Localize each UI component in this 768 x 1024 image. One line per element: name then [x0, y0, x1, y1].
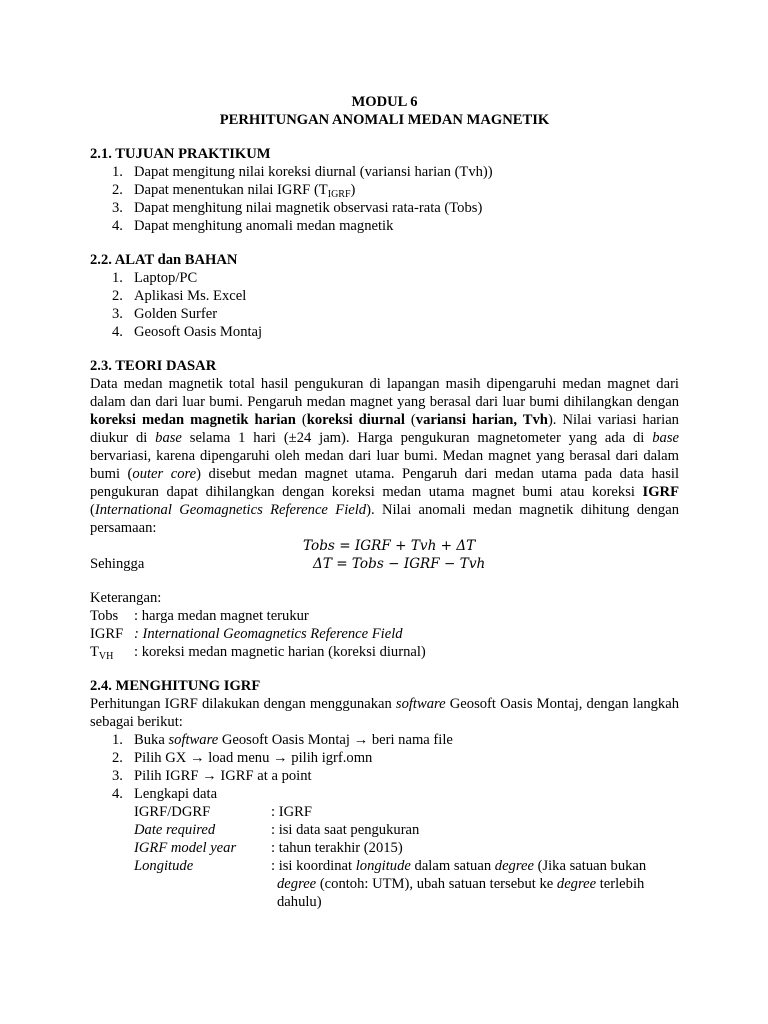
equation-tobs: Tobs = IGRF + Tvh + ΔT	[303, 538, 476, 554]
alat-list	[90, 269, 679, 341]
list-item: 4. Lengkapi data	[112, 786, 218, 802]
teori-paragraph: Data medan magnetik total hasil pengukuran di lapangan masih dipengaruhi medan magnet dari dalam dan dari luar bumi. Pengaruh medan magnet yang berasal dari luar bumi dihilangkan dengan koreksi medan magnetik harian (koreksi diurnal (variansi harian, Tvh). Nilai variasi harian diukur di base selama 1 hari (±24 jam). Harga pengukuran magnetometer yang ada di base bervariasi, karena dipengaruhi oleh medan dari luar bumi. Medan magnet yang berasal dari dalam bumi (outer core) disebut medan magnet utama. Pengaruh dari medan utama pada data hasil pengukuran dapat dihilangkan dengan koreksi medan utama magnet bumi atau koreksi IGRF (International Geomagnetics Reference Field). Nilai anomali medan magnetik dihitung dengan persamaan:	[90, 376, 680, 536]
list-item: 2. Dapat menentukan nilai IGRF $(T_{IGRF})$	[112, 182, 356, 200]
section-heading-tujuan: 2.1. TUJUAN PRAKTIKUM	[90, 146, 271, 162]
list-item: 1. Dapat mengitung nilai koreksi diurnal (variansi harian (Tvh))	[112, 164, 493, 180]
module-number: MODUL 6	[351, 94, 418, 110]
field-row: IGRF/DGRF : IGRF	[134, 804, 312, 820]
keterangan-label: Keterangan:	[90, 590, 162, 606]
sehingga-label: Sehingga	[90, 556, 145, 572]
igrf-steps	[90, 731, 679, 803]
document-page	[90, 93, 679, 911]
keterangan-row: Tobs : harga medan magnet terukur	[90, 608, 309, 624]
list-item: 1. Buka software Geosoft Oasis Montaj → beri nama file	[112, 732, 453, 748]
keterangan-row: IGRF : International Geomagnetics Reference Field	[90, 626, 403, 642]
equation-delta-t: ΔT = Tobs − IGRF − Tvh	[313, 556, 486, 572]
field-row: Longitude : isi koordinat longitude dalam satuan degree (Jika satuan bukan degree (contoh: UTM), ubah satuan tersebut ke degree terlebih dahulu)	[134, 858, 647, 910]
list-item: 3. Golden Surfer	[112, 306, 218, 322]
list-item: 2. Aplikasi Ms. Excel	[112, 288, 247, 304]
section-heading-alat: 2.2. ALAT dan BAHAN	[90, 252, 238, 268]
field-row: Date required : isi data saat pengukuran	[134, 822, 420, 838]
list-item: 3. Pilih IGRF → IGRF at a point	[112, 768, 312, 784]
section-heading-teori: 2.3. TEORI DASAR	[90, 358, 217, 374]
keterangan-row: $T_{VH}$ : koreksi medan magnetic harian (koreksi diurnal)	[90, 644, 426, 662]
document-title: PERHITUNGAN ANOMALI MEDAN MAGNETIK	[219, 112, 550, 128]
section-heading-igrf: 2.4. MENGHITUNG IGRF	[90, 678, 261, 694]
list-item: 2. Pilih GX → load menu → pilih igrf.omn	[112, 750, 373, 766]
list-item: 1. Laptop/PC	[112, 270, 198, 286]
equation-block	[90, 537, 679, 573]
list-item: 4. Dapat menghitung anomali medan magnetik	[112, 218, 394, 234]
igrf-intro: Perhitungan IGRF dilakukan dengan menggunakan software Geosoft Oasis Montaj, dengan langkah sebagai berikut:	[90, 696, 679, 730]
list-item: 3. Dapat menghitung nilai magnetik observasi rata-rata (Tobs)	[112, 200, 483, 216]
list-item: 4. Geosoft Oasis Montaj	[112, 324, 263, 340]
field-row: IGRF model year : tahun terakhir (2015)	[134, 840, 403, 856]
tujuan-list	[90, 163, 679, 235]
